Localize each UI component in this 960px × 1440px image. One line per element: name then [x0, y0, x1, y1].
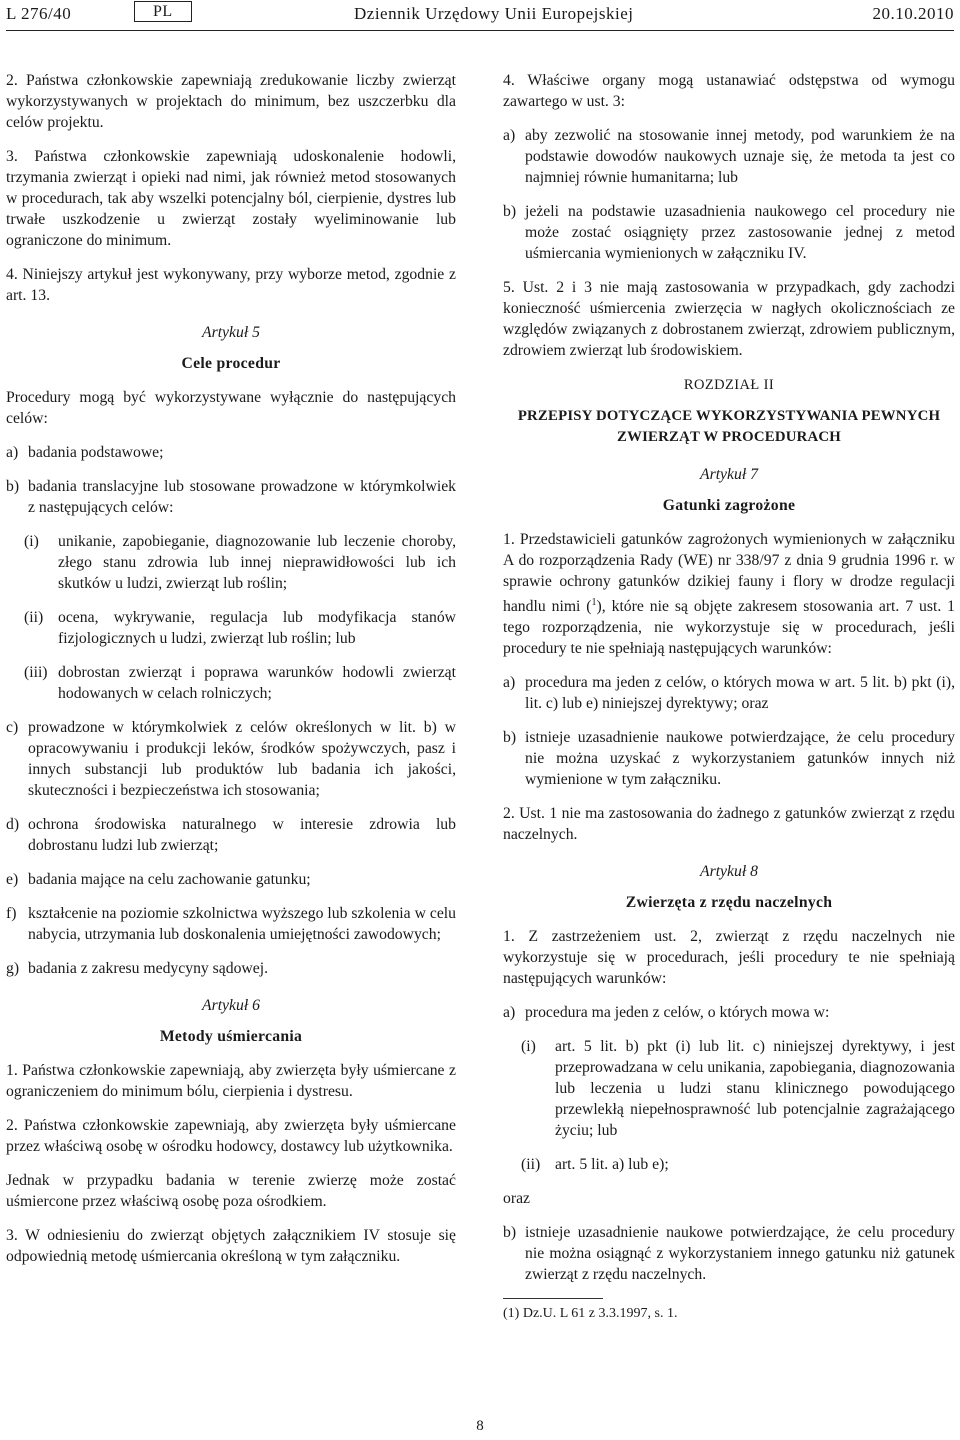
- item-label: a): [6, 444, 19, 461]
- article-label: Artykuł 8: [700, 863, 758, 881]
- item-text: badania podstawowe;: [28, 444, 164, 461]
- paragraph: 3. Państwa członkowskie zapewniają udoskonalenie hodowli, trzymania zwierząt i opieki nad nimi, jak również metod stosowanych w procedurach, tak aby wszelki potencjalny ból, cierpienie, dystres lub trwałe uszkodzenie u zwierząt zostały wyeliminowanie lub ograniczone do minimum.: [6, 148, 456, 249]
- item-label: e): [6, 871, 19, 888]
- footnote-rule: [503, 1298, 603, 1299]
- list-item: [6, 958, 456, 979]
- item-text: dobrostan zwierząt i poprawa warunków hodowli zwierząt hodowanych w celach rolniczych;: [58, 664, 456, 702]
- article-title: Metody uśmiercania: [159, 1028, 303, 1045]
- paragraph: 2. Państwa członkowskie zapewniają zredukowanie liczby zwierząt wykorzystywanych w projektach do minimum, bez uszczerbku dla celów projektu.: [6, 72, 456, 131]
- list-item: [503, 1222, 955, 1285]
- list-item: [503, 125, 955, 188]
- item-text: badania mające na celu zachowanie gatunku;: [28, 871, 311, 888]
- item-text: art. 5 lit. b) pkt (i) lub lit. c) niniejszej dyrektywy, i jest przeprowadzana w celu unikania, zapobiegania, diagnozowania lub leczenia u ludzi stanu klinicznego powodującego przewlekłą niepełnosprawność lub potencjalnie zagrażającego życiu; lub: [555, 1038, 955, 1140]
- item-text: ocena, wykrywanie, regulacja lub modyfikacja stanów fizjologicznych u ludzi, zwierząt lub roślin; lub: [58, 609, 456, 647]
- item-label: d): [6, 816, 20, 833]
- paragraph: 4. Niniejszy artykuł jest wykonywany, przy wyborze metod, zgodnie z art. 13.: [6, 266, 456, 304]
- sub-list-item: [521, 1036, 955, 1141]
- article-title: Gatunki zagrożone: [662, 497, 796, 514]
- text-run: ), które nie są objęte zakresem stosowania art. 7 ust. 1 tego rozporządzenia, nie wykorzystuje się w procedurach, jeśli procedury te nie spełniają następujących warunków:: [503, 598, 956, 658]
- page-number: 8: [476, 1418, 484, 1434]
- article-label: Artykuł 7: [700, 466, 758, 483]
- item-text: istnieje uzasadnienie naukowe potwierdzające, że celu procedury nie można osiągnąć z wykorzystaniem innego gatunku niż gatunek zwierząt z rzędu naczelnych.: [525, 1224, 955, 1284]
- header-rule: [6, 30, 954, 31]
- sub-list-item: [24, 662, 456, 704]
- paragraph: 1. Z zastrzeżeniem ust. 2, zwierząt z rzędu naczelnych nie wykorzystuje się w procedurach, jeśli procedury te nie spełniają następujących warunków:: [503, 928, 955, 988]
- item-text: istnieje uzasadnienie naukowe potwierdzające, że celu procedury nie można uzyskać z wykorzystaniem gatunków innych niż wymienione w tym załączniku.: [525, 729, 955, 789]
- language-badge: PL: [134, 1, 192, 22]
- footnote: [503, 1303, 955, 1324]
- item-label: (i): [24, 533, 39, 550]
- paragraph: Procedury mogą być wykorzystywane wyłącznie do następujących celów:: [6, 389, 456, 427]
- item-text: badania translacyjne lub stosowane prowadzone w którymkolwiek z następujących celów:: [28, 478, 456, 516]
- article-title: Zwierzęta z rzędu naczelnych: [625, 894, 833, 912]
- paragraph: 2. Ust. 1 nie ma zastosowania do żadnego z gatunków zwierząt z rzędu naczelnych.: [503, 805, 955, 844]
- item-text: jeżeli na podstawie uzasadnienia naukowego cel procedury nie może zostać osiągnięty przez zastosowanie jednej z metod uśmiercania wymienionych w załączniku IV.: [525, 203, 955, 262]
- paragraph: Jednak w przypadku badania w terenie zwierzę może zostać uśmiercone przez właściwą osobę poza ośrodkiem.: [6, 1172, 456, 1210]
- left-column: [6, 70, 456, 1280]
- list-item: [503, 727, 955, 790]
- item-label: a): [503, 127, 516, 144]
- item-label: (i): [521, 1038, 536, 1056]
- item-label: (ii): [24, 609, 44, 626]
- article-title: Cele procedur: [181, 355, 281, 372]
- chapter-label: ROZDZIAŁ II: [683, 377, 775, 393]
- item-text: unikanie, zapobieganie, diagnozowanie lub leczenie choroby, złego stanu zdrowia lub innej nieprawidłowości lub ich skutków u ludzi, zwierząt lub roślin;: [58, 533, 456, 592]
- item-text: kształcenie na poziomie szkolnictwa wyższego lub szkolenia w celu nabycia, utrzymania lub doskonalenia umiejętności zawodowych;: [28, 905, 456, 943]
- list-item: [6, 717, 456, 801]
- footnote-mark: (1): [503, 1306, 520, 1322]
- item-text: procedura ma jeden z celów, o których mowa w:: [525, 1004, 830, 1022]
- sub-list-item: [24, 607, 456, 649]
- item-label: b): [503, 1224, 517, 1242]
- list-item: [6, 442, 456, 463]
- paragraph: 5. Ust. 2 i 3 nie mają zastosowania w przypadkach, gdy zachodzi konieczność uśmiercenia zwierzęcia w nagłych okolicznościach ze względów związanych z dobrostanem zwierząt, zdrowiem publicznym, zdrowiem zwierząt lub środowiskiem.: [503, 279, 955, 359]
- article-label: Artykuł 6: [202, 997, 260, 1014]
- chapter-title: PRZEPISY DOTYCZĄCE WYKORZYSTYWANIA PEWNYCH ZWIERZĄT W PROCEDURACH: [517, 408, 941, 445]
- item-label: (ii): [521, 1156, 541, 1174]
- item-label: a): [503, 674, 516, 692]
- sub-list-item: [521, 1154, 955, 1175]
- list-item: [503, 1002, 955, 1023]
- item-text: badania z zakresu medycyny sądowej.: [28, 960, 269, 977]
- paragraph: 4. Właściwe organy mogą ustanawiać odstępstwa od wymogu zawartego w ust. 3:: [503, 72, 955, 110]
- item-label: a): [503, 1004, 516, 1022]
- paragraph: 3. W odniesieniu do zwierząt objętych załącznikiem IV stosuje się odpowiednią metodę uśmiercania określoną w tym załączniku.: [6, 1227, 456, 1265]
- paragraph: 2. Państwa członkowskie zapewniają, aby zwierzęta były uśmiercane przez właściwą osobę w ośrodku hodowcy, dostawcy lub użytkownika.: [6, 1117, 456, 1155]
- list-item: [503, 201, 955, 264]
- conjunction: oraz: [503, 1190, 530, 1208]
- list-item: [6, 903, 456, 945]
- item-text: prowadzone w którymkolwiek z celów określonych w lit. b) w opracowywaniu i produkcji leków, środków spożywczych, pasz i innych substancji lub produktów lub badania ich jakości, skuteczności i bezpieczeństwa ich stosowania;: [28, 719, 456, 799]
- item-label: b): [503, 203, 517, 220]
- item-text: procedura ma jeden z celów, o których mowa w art. 5 lit. b) pkt (i), lit. c) lub e) niniejszej dyrektywy; oraz: [525, 674, 955, 713]
- item-label: b): [503, 729, 517, 747]
- sub-list-item: [24, 531, 456, 594]
- right-column: [503, 70, 955, 1324]
- item-text: art. 5 lit. a) lub e);: [555, 1156, 669, 1174]
- item-label: b): [6, 478, 20, 495]
- item-text: ochrona środowiska naturalnego w interesie zdrowia lub dobrostanu ludzi lub zwierząt;: [28, 816, 456, 854]
- list-item: [503, 672, 955, 714]
- text-run: 1. Przedstawicieli gatunków zagrożonych wymienionych w załączniku A do rozporządzenia Rady (WE) nr 338/97 z dnia 9 grudnia 1996 r. w sprawie ochrony gatunków dzikiej fauny i flory w drodze regulacji handlu nimi (: [503, 531, 955, 616]
- item-label: f): [6, 905, 17, 922]
- list-item: [6, 869, 456, 890]
- footnote-ref[interactable]: 1: [591, 597, 597, 608]
- item-text: aby zezwolić na stosowanie innej metody, pod warunkiem że na podstawie dowodów naukowych uznaje się, że metoda ta jest co najmniej równie humanitarna; lub: [525, 127, 955, 186]
- page-header: [6, 0, 954, 32]
- item-label: c): [6, 719, 19, 736]
- article-label: Artykuł 5: [202, 324, 260, 341]
- item-label: g): [6, 960, 20, 977]
- journal-title: Dziennik Urzędowy Unii Europejskiej: [354, 4, 634, 23]
- footnote-text: Dz.U. L 61 z 3.3.1997, s. 1.: [522, 1306, 678, 1322]
- paragraph: [503, 529, 955, 659]
- list-item: [6, 476, 456, 518]
- list-item: [6, 814, 456, 856]
- paragraph: 1. Państwa członkowskie zapewniają, aby zwierzęta były uśmiercane z ograniczeniem do minimum bólu, cierpienia i dystresu.: [6, 1062, 456, 1100]
- item-label: (iii): [24, 664, 48, 681]
- page-reference: L 276/40: [6, 4, 72, 23]
- publication-date: 20.10.2010: [872, 4, 954, 23]
